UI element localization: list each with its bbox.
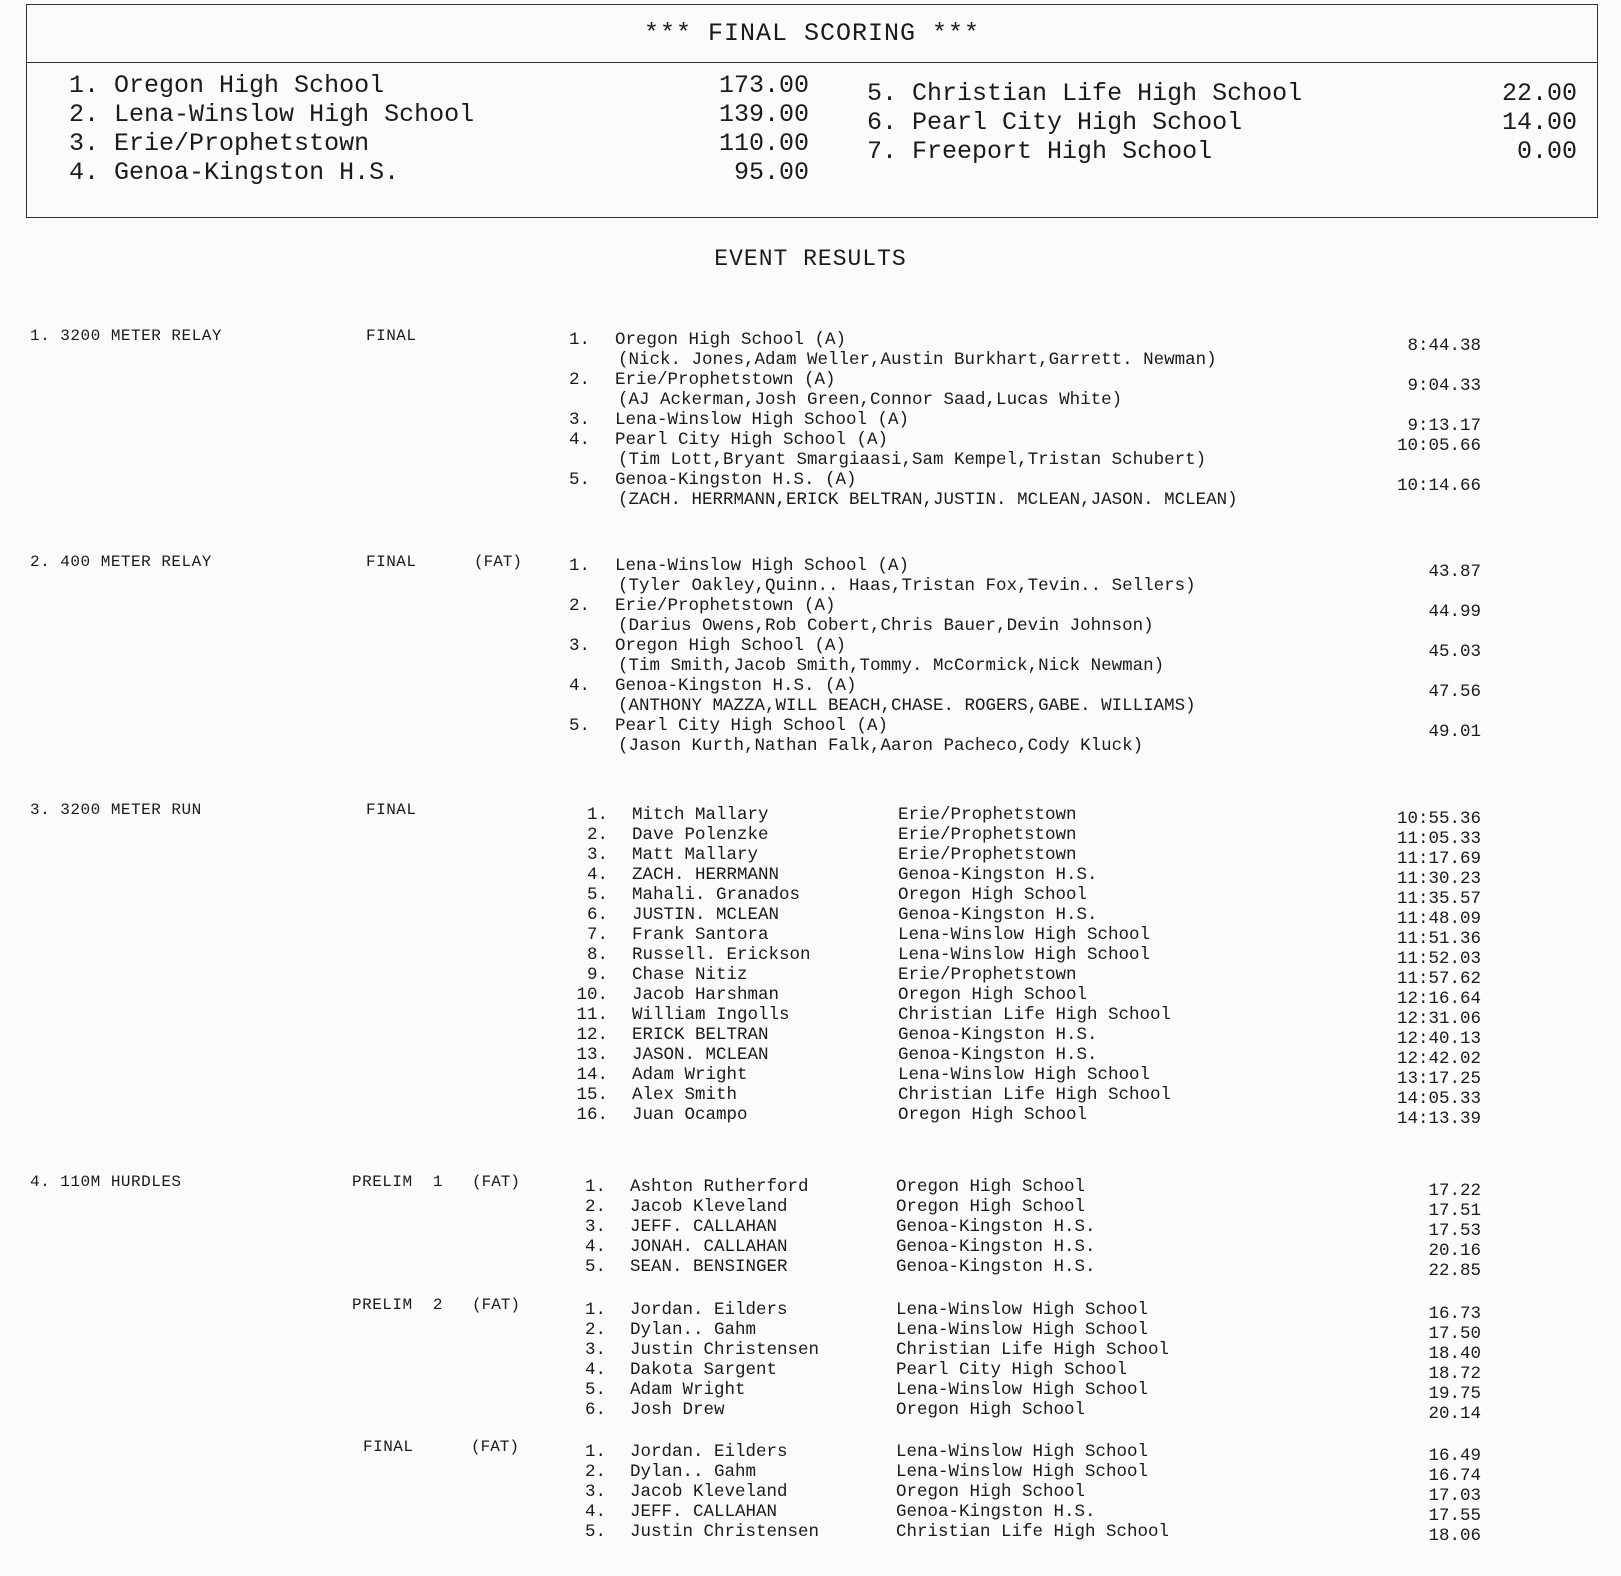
result-school: Pearl City High School (896, 1360, 1128, 1380)
result-time: 11:30.23 (1396, 869, 1481, 889)
event-name: 4. 110M HURDLES (30, 1173, 182, 1191)
result-school: Oregon High School (896, 1197, 1086, 1217)
result-school: Genoa-Kingston H.S. (896, 1217, 1096, 1237)
list-item (0, 1065, 1621, 1089)
result-school: Erie/Prophetstown (898, 965, 1077, 985)
round-label: PRELIM 2 (FAT) (352, 1296, 521, 1314)
list-item (0, 1380, 1621, 1404)
result-name: JONAH. CALLAHAN (630, 1237, 788, 1257)
result-name: JEFF. CALLAHAN (630, 1217, 778, 1237)
score-row: 1. Oregon High School 173.00 (69, 71, 809, 100)
score-row: 3. Erie/Prophetstown 110.00 (69, 129, 809, 158)
result-time: 11:52.03 (1396, 949, 1481, 969)
result-school: Erie/Prophetstown (898, 845, 1077, 865)
result-time: 14:05.33 (1396, 1089, 1481, 1109)
result-name: JUSTIN. MCLEAN (632, 905, 780, 925)
result-school: Genoa-Kingston H.S. (898, 1045, 1098, 1065)
result-name: Josh Drew (630, 1400, 725, 1420)
result-name: Mahali. Granados (632, 885, 801, 905)
result-time: 20.14 (1428, 1404, 1481, 1424)
result-place: 5. (586, 885, 608, 905)
list-item (0, 1237, 1621, 1261)
list-item: 1. Lena-Winslow High School (A) (Tyler Oakley,Quinn.. Haas,Tristan Fox,Tevin.. Sellers) 43.87 (568, 556, 1481, 596)
final-scoring-header: *** FINAL SCORING *** (27, 5, 1597, 63)
page-title: EVENT RESULTS (714, 246, 907, 272)
result-name: Justin Christensen (630, 1522, 820, 1542)
result-time: 17.53 (1428, 1221, 1481, 1241)
result-school: Genoa-Kingston H.S. (896, 1257, 1096, 1277)
result-time: 18.06 (1428, 1526, 1481, 1546)
list-item (0, 865, 1621, 889)
result-time: 10:55.36 (1396, 809, 1481, 829)
result-place: 4. (584, 1502, 606, 1522)
list-item: 3. Oregon High School (A) (Tim Smith,Jacob Smith,Tommy. McCormick,Nick Newman) 45.03 (568, 636, 1481, 676)
result-school: Oregon High School (896, 1482, 1086, 1502)
results-list (0, 556, 1621, 756)
result-time: 16.74 (1428, 1466, 1481, 1486)
result-school: Christian Life High School (896, 1340, 1170, 1360)
list-item (0, 1005, 1621, 1029)
result-place: 2. (584, 1320, 606, 1340)
result-name: ERICK BELTRAN (632, 1025, 769, 1045)
result-time: 20.16 (1428, 1241, 1481, 1261)
list-item (0, 885, 1621, 909)
list-item (0, 1045, 1621, 1069)
result-school: Genoa-Kingston H.S. (898, 1025, 1098, 1045)
result-school: Erie/Prophetstown (898, 805, 1077, 825)
result-place: 10. (576, 985, 608, 1005)
result-time: 17.51 (1428, 1201, 1481, 1221)
result-place: 12. (576, 1025, 608, 1045)
result-name: Dave Polenzke (632, 825, 769, 845)
result-name: Adam Wright (632, 1065, 748, 1085)
result-school: Oregon High School (896, 1177, 1086, 1197)
result-name: JASON. MCLEAN (632, 1045, 769, 1065)
result-place: 5. (584, 1257, 606, 1277)
result-time: 17.55 (1428, 1506, 1481, 1526)
result-place: 8. (586, 945, 608, 965)
result-name: Dakota Sargent (630, 1360, 778, 1380)
list-item (0, 805, 1621, 829)
results-list (0, 805, 1621, 1129)
list-item (0, 1360, 1621, 1384)
event-name: 3. 3200 METER RUN (30, 801, 202, 819)
result-name: SEAN. BENSINGER (630, 1257, 788, 1277)
result-time: 12:42.02 (1396, 1049, 1481, 1069)
result-school: Oregon High School (898, 985, 1088, 1005)
list-item: 4. Genoa-Kingston H.S. (A) (ANTHONY MAZZA,WILL BEACH,CHASE. ROGERS,GABE. WILLIAMS) 47.56 (568, 676, 1481, 716)
result-name: Juan Ocampo (632, 1105, 748, 1125)
list-item (0, 1502, 1621, 1526)
result-time: 17.03 (1428, 1486, 1481, 1506)
result-name: Mitch Mallary (632, 805, 769, 825)
event-name: 2. 400 METER RELAY (30, 553, 212, 571)
list-item (0, 1257, 1621, 1281)
result-name: Matt Mallary (632, 845, 759, 865)
result-time: 11:35.57 (1396, 889, 1481, 909)
result-time: 16.73 (1428, 1304, 1481, 1324)
result-name: William Ingolls (632, 1005, 790, 1025)
round-label: PRELIM 1 (FAT) (352, 1173, 521, 1191)
result-school: Christian Life High School (898, 1085, 1172, 1105)
result-school: Christian Life High School (898, 1005, 1172, 1025)
result-place: 5. (584, 1522, 606, 1542)
result-place: 4. (584, 1360, 606, 1380)
result-school: Genoa-Kingston H.S. (898, 865, 1098, 885)
results-list (0, 1177, 1621, 1281)
list-item (0, 925, 1621, 949)
list-item (0, 1462, 1621, 1486)
round-label: FINAL (FAT) (363, 1438, 520, 1456)
score-row: 5. Christian Life High School 22.00 (867, 79, 1577, 108)
result-name: Jordan. Eilders (630, 1300, 788, 1320)
result-place: 6. (586, 905, 608, 925)
result-place: 9. (586, 965, 608, 985)
result-place: 3. (584, 1340, 606, 1360)
result-name: Russell. Erickson (632, 945, 811, 965)
list-item (0, 1400, 1621, 1424)
result-name: Dylan.. Gahm (630, 1462, 757, 1482)
result-school: Lena-Winslow High School (898, 945, 1151, 965)
list-item: 3. Lena-Winslow High School (A) 9:13.17 (568, 410, 1481, 436)
score-row: 2. Lena-Winslow High School 139.00 (69, 100, 809, 129)
results-list (0, 330, 1621, 510)
result-time: 18.40 (1428, 1344, 1481, 1364)
result-place: 3. (584, 1482, 606, 1502)
scoring-left-column (69, 71, 809, 187)
result-name: Chase Nitiz (632, 965, 748, 985)
result-name: Jacob Kleveland (630, 1482, 788, 1502)
result-school: Oregon High School (898, 1105, 1088, 1125)
result-name: Alex Smith (632, 1085, 738, 1105)
result-time: 16.49 (1428, 1446, 1481, 1466)
result-school: Lena-Winslow High School (896, 1320, 1149, 1340)
result-school: Oregon High School (898, 885, 1088, 905)
result-name: Jordan. Eilders (630, 1442, 788, 1462)
result-time: 13:17.25 (1396, 1069, 1481, 1089)
result-time: 11:48.09 (1396, 909, 1481, 929)
result-school: Lena-Winslow High School (896, 1380, 1149, 1400)
result-place: 1. (586, 805, 608, 825)
list-item (0, 845, 1621, 869)
result-place: 7. (586, 925, 608, 945)
result-school: Oregon High School (896, 1400, 1086, 1420)
result-place: 5. (584, 1380, 606, 1400)
list-item: 2. Erie/Prophetstown (A) (Darius Owens,Rob Cobert,Chris Bauer,Devin Johnson) 44.99 (568, 596, 1481, 636)
list-item: 2. Erie/Prophetstown (A) (AJ Ackerman,Josh Green,Connor Saad,Lucas White) 9:04.33 (568, 370, 1481, 410)
score-row: 7. Freeport High School 0.00 (867, 137, 1577, 166)
result-place: 16. (576, 1105, 608, 1125)
result-place: 13. (576, 1045, 608, 1065)
score-row: 4. Genoa-Kingston H.S. 95.00 (69, 158, 809, 187)
round-label: FINAL (FAT) (366, 553, 523, 571)
list-item (0, 905, 1621, 929)
result-school: Genoa-Kingston H.S. (896, 1237, 1096, 1257)
result-place: 1. (584, 1300, 606, 1320)
result-place: 3. (584, 1217, 606, 1237)
round-label: FINAL (366, 327, 417, 345)
result-name: Frank Santora (632, 925, 769, 945)
list-item (0, 1085, 1621, 1109)
result-place: 1. (584, 1177, 606, 1197)
result-place: 15. (576, 1085, 608, 1105)
result-school: Lena-Winslow High School (898, 1065, 1151, 1085)
result-school: Erie/Prophetstown (898, 825, 1077, 845)
list-item (0, 1320, 1621, 1344)
result-time: 11:51.36 (1396, 929, 1481, 949)
list-item (0, 1442, 1621, 1466)
result-name: Adam Wright (630, 1380, 746, 1400)
list-item (0, 945, 1621, 969)
result-place: 2. (584, 1197, 606, 1217)
list-item (0, 1197, 1621, 1221)
result-school: Genoa-Kingston H.S. (898, 905, 1098, 925)
result-place: 2. (586, 825, 608, 845)
result-place: 11. (576, 1005, 608, 1025)
result-school: Lena-Winslow High School (896, 1300, 1149, 1320)
result-time: 18.72 (1428, 1364, 1481, 1384)
list-item: 1. Oregon High School (A) (Nick. Jones,Adam Weller,Austin Burkhart,Garrett. Newman) 8:44.38 (568, 330, 1481, 370)
result-name: JEFF. CALLAHAN (630, 1502, 778, 1522)
result-name: Justin Christensen (630, 1340, 820, 1360)
result-time: 12:16.64 (1396, 989, 1481, 1009)
list-item (0, 965, 1621, 989)
results-list (0, 1442, 1621, 1546)
list-item: 5. Pearl City High School (A) (Jason Kurth,Nathan Falk,Aaron Pacheco,Cody Kluck) 49.01 (568, 716, 1481, 756)
final-scoring-box (26, 4, 1598, 218)
list-item (0, 985, 1621, 1009)
result-place: 1. (584, 1442, 606, 1462)
result-time: 14:13.39 (1396, 1109, 1481, 1129)
list-item (0, 1300, 1621, 1324)
result-time: 11:17.69 (1396, 849, 1481, 869)
result-time: 17.22 (1428, 1181, 1481, 1201)
scoring-right-column (867, 79, 1577, 166)
result-name: Ashton Rutherford (630, 1177, 809, 1197)
result-time: 11:05.33 (1396, 829, 1481, 849)
list-item: 4. Pearl City High School (A) (Tim Lott,Bryant Smargiaasi,Sam Kempel,Tristan Schubert) 10:05.66 (568, 430, 1481, 470)
result-name: Jacob Harshman (632, 985, 780, 1005)
list-item (0, 1025, 1621, 1049)
result-time: 12:40.13 (1396, 1029, 1481, 1049)
event-name: 1. 3200 METER RELAY (30, 327, 222, 345)
result-place: 2. (584, 1462, 606, 1482)
result-place: 3. (586, 845, 608, 865)
list-item (0, 1105, 1621, 1129)
list-item (0, 1340, 1621, 1364)
result-school: Lena-Winslow High School (896, 1442, 1149, 1462)
result-time: 17.50 (1428, 1324, 1481, 1344)
score-row: 6. Pearl City High School 14.00 (867, 108, 1577, 137)
result-time: 12:31.06 (1396, 1009, 1481, 1029)
result-time: 11:57.62 (1396, 969, 1481, 989)
list-item (0, 825, 1621, 849)
result-time: 22.85 (1428, 1261, 1481, 1281)
result-place: 14. (576, 1065, 608, 1085)
round-label: FINAL (366, 801, 417, 819)
list-item (0, 1177, 1621, 1201)
list-item (0, 1522, 1621, 1546)
list-item: 5. Genoa-Kingston H.S. (A) (ZACH. HERRMANN,ERICK BELTRAN,JUSTIN. MCLEAN,JASON. MCLEAN) 10:14.66 (568, 470, 1481, 510)
list-item (0, 1482, 1621, 1506)
result-school: Lena-Winslow High School (898, 925, 1151, 945)
result-school: Christian Life High School (896, 1522, 1170, 1542)
results-list (0, 1300, 1621, 1424)
result-place: 4. (584, 1237, 606, 1257)
result-place: 6. (584, 1400, 606, 1420)
result-time: 19.75 (1428, 1384, 1481, 1404)
result-name: Dylan.. Gahm (630, 1320, 757, 1340)
result-name: ZACH. HERRMANN (632, 865, 780, 885)
result-place: 4. (586, 865, 608, 885)
result-school: Genoa-Kingston H.S. (896, 1502, 1096, 1522)
list-item (0, 1217, 1621, 1241)
result-name: Jacob Kleveland (630, 1197, 788, 1217)
result-school: Lena-Winslow High School (896, 1462, 1149, 1482)
